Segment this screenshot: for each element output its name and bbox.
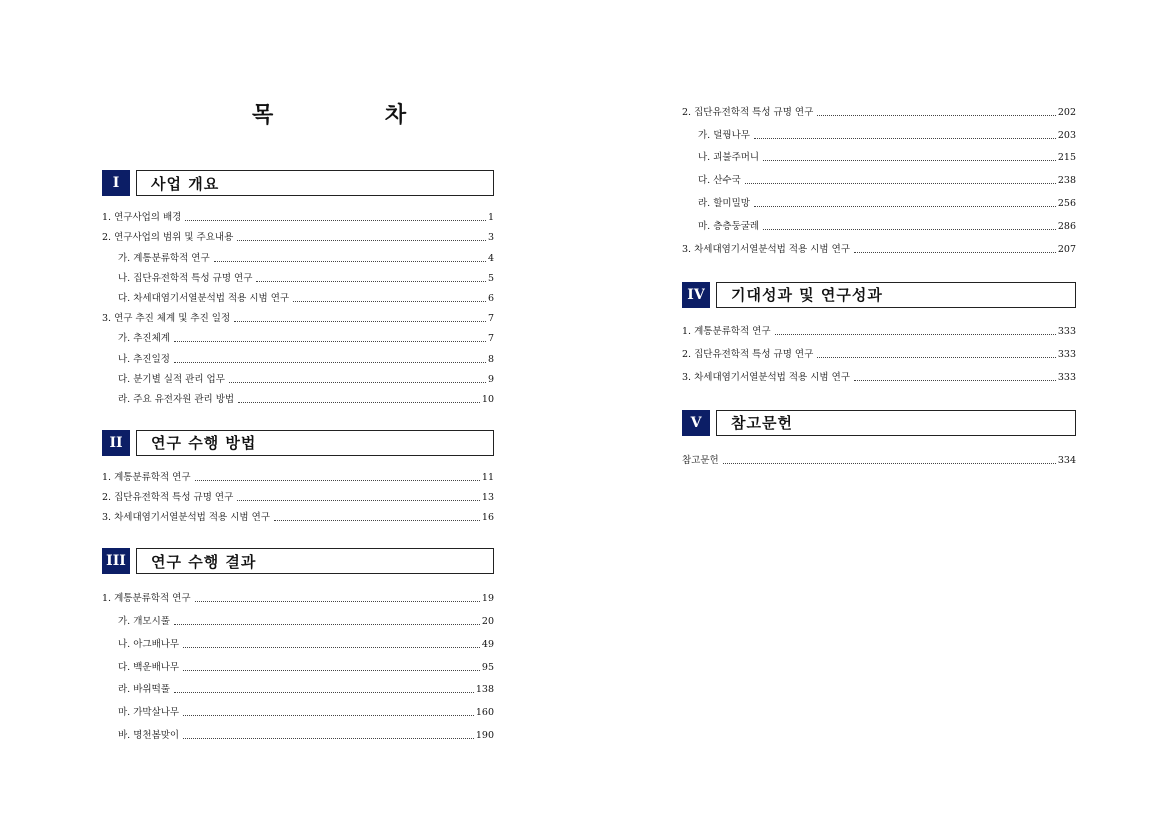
chapter-5-entries xyxy=(682,444,1076,467)
toc-entry-page: 190 xyxy=(475,730,494,742)
toc-entry-label: 나. 추진일정 xyxy=(118,353,170,365)
chapter-number: V xyxy=(682,410,710,436)
toc-entry[interactable] xyxy=(102,628,494,651)
toc-entry-label: 마. 층층둥굴레 xyxy=(698,220,760,232)
toc-entry-page: 238 xyxy=(1057,175,1076,187)
dot-leader xyxy=(237,500,480,501)
dot-leader xyxy=(174,624,480,625)
dot-leader xyxy=(183,738,474,739)
chapter-5-header[interactable] xyxy=(682,410,1076,436)
toc-entry-page: 333 xyxy=(1057,349,1076,361)
chapter-4-entries xyxy=(682,316,1076,384)
dot-leader xyxy=(723,463,1056,464)
toc-title: 목 차 xyxy=(252,102,459,128)
toc-entry[interactable] xyxy=(102,719,494,742)
toc-entry-label: 참고문헌 xyxy=(682,454,719,466)
toc-entry[interactable] xyxy=(102,696,494,719)
toc-entry[interactable] xyxy=(682,316,1076,339)
toc-entry[interactable] xyxy=(102,224,494,244)
toc-entry-page: 4 xyxy=(487,252,494,264)
toc-entry[interactable] xyxy=(682,187,1076,210)
toc-entry-label: 1. 계통분류학적 연구 xyxy=(102,593,191,605)
toc-entry-page: 13 xyxy=(481,492,494,504)
toc-entry[interactable] xyxy=(102,651,494,674)
dot-leader xyxy=(237,240,486,241)
toc-entry-page: 7 xyxy=(487,313,494,325)
toc-entry[interactable] xyxy=(102,366,494,386)
toc-entry-label: 바. 명천봄맞이 xyxy=(118,730,180,742)
toc-entry-page: 256 xyxy=(1057,197,1076,209)
toc-entry[interactable] xyxy=(102,265,494,285)
toc-entry[interactable] xyxy=(682,338,1076,361)
toc-entry[interactable] xyxy=(102,285,494,305)
dot-leader xyxy=(745,183,1056,184)
dot-leader xyxy=(854,252,1056,253)
chapter-title: 참고문헌 xyxy=(716,410,1076,436)
chapter-number: I xyxy=(102,170,130,196)
toc-entry-page: 203 xyxy=(1057,129,1076,141)
toc-entry[interactable] xyxy=(102,325,494,345)
toc-entry-label: 다. 백운배나무 xyxy=(118,661,180,673)
chapter-number: II xyxy=(102,430,130,456)
toc-entry-label: 2. 집단유전학적 특성 규명 연구 xyxy=(102,492,234,504)
chapter-number: IV xyxy=(682,282,710,308)
toc-entry-label: 2. 집단유전학적 특성 규명 연구 xyxy=(682,349,814,361)
toc-entry-label: 1. 계통분류학적 연구 xyxy=(102,472,191,484)
toc-entry-label: 1. 연구사업의 배경 xyxy=(102,212,182,224)
dot-leader xyxy=(754,206,1056,207)
dot-leader xyxy=(763,160,1056,161)
dot-leader xyxy=(234,321,486,322)
toc-entry-page: 1 xyxy=(487,212,494,224)
dot-leader xyxy=(174,362,486,363)
toc-entry-label: 라. 바위떡풀 xyxy=(118,684,170,696)
toc-entry[interactable] xyxy=(682,142,1076,165)
chapter-title: 연구 수행 방법 xyxy=(136,430,494,456)
toc-entry-page: 95 xyxy=(481,661,494,673)
dot-leader xyxy=(256,281,486,282)
dot-leader xyxy=(854,380,1056,381)
toc-entry[interactable] xyxy=(102,504,494,524)
toc-entry[interactable] xyxy=(102,464,494,484)
dot-leader xyxy=(775,334,1056,335)
toc-entry[interactable] xyxy=(682,233,1076,256)
toc-entry-page: 7 xyxy=(487,333,494,345)
toc-entry-page: 8 xyxy=(487,353,494,365)
toc-entry-label: 마. 가막살나무 xyxy=(118,707,180,719)
toc-entry-label: 3. 차세대염기서열분석법 적용 시범 연구 xyxy=(682,243,850,255)
chapter-number: III xyxy=(102,548,130,574)
toc-entry-label: 1. 계통분류학적 연구 xyxy=(682,326,771,338)
toc-entry-label: 나. 아그배나무 xyxy=(118,638,180,650)
chapter-3-continued-entries xyxy=(682,96,1076,256)
toc-entry[interactable] xyxy=(682,444,1076,467)
chapter-1-header[interactable] xyxy=(102,170,494,196)
dot-leader xyxy=(195,480,480,481)
toc-entry[interactable] xyxy=(102,305,494,325)
toc-entry-label: 라. 주요 유전자원 관리 방법 xyxy=(118,393,235,405)
toc-entry[interactable] xyxy=(682,361,1076,384)
dot-leader xyxy=(754,138,1056,139)
toc-entry[interactable] xyxy=(102,484,494,504)
dot-leader xyxy=(763,229,1056,230)
dot-leader xyxy=(238,402,480,403)
toc-entry-page: 202 xyxy=(1057,106,1076,118)
chapter-1-entries xyxy=(102,204,494,406)
chapter-2-entries xyxy=(102,464,494,525)
toc-entry-label: 다. 산수국 xyxy=(698,175,741,187)
toc-entry-page: 286 xyxy=(1057,220,1076,232)
dot-leader xyxy=(293,301,486,302)
toc-entry-page: 207 xyxy=(1057,243,1076,255)
toc-entry-page: 333 xyxy=(1057,326,1076,338)
toc-entry-label: 다. 차세대염기서열분석법 적용 시범 연구 xyxy=(118,292,290,304)
toc-entry-label: 나. 괴불주머니 xyxy=(698,152,760,164)
dot-leader xyxy=(274,520,480,521)
toc-entry-page: 138 xyxy=(475,684,494,696)
toc-entry-page: 3 xyxy=(487,232,494,244)
toc-entry[interactable] xyxy=(682,210,1076,233)
toc-entry-label: 라. 할미밀망 xyxy=(698,197,750,209)
dot-leader xyxy=(174,341,486,342)
toc-entry-label: 3. 차세대염기서열분석법 적용 시범 연구 xyxy=(682,371,850,383)
toc-entry-label: 나. 집단유전학적 특성 규명 연구 xyxy=(118,272,253,284)
dot-leader xyxy=(817,115,1056,116)
toc-entry-page: 11 xyxy=(481,472,494,484)
toc-entry-label: 다. 분기별 실적 관리 업무 xyxy=(118,373,225,385)
dot-leader xyxy=(174,692,474,693)
toc-entry-page: 333 xyxy=(1057,371,1076,383)
toc-entry-page: 16 xyxy=(481,512,494,524)
toc-entry[interactable] xyxy=(102,345,494,365)
toc-entry[interactable] xyxy=(102,204,494,224)
toc-entry[interactable] xyxy=(682,119,1076,142)
toc-entry-page: 20 xyxy=(481,616,494,628)
toc-entry-label: 2. 연구사업의 범위 및 주요내용 xyxy=(102,232,234,244)
toc-entry-page: 5 xyxy=(487,272,494,284)
dot-leader xyxy=(183,715,474,716)
toc-entry-label: 3. 연구 추진 체계 및 추진 일정 xyxy=(102,313,231,325)
toc-entry-page: 334 xyxy=(1057,454,1076,466)
toc-entry-page: 6 xyxy=(487,292,494,304)
toc-entry-page: 19 xyxy=(481,593,494,605)
toc-entry-page: 215 xyxy=(1057,152,1076,164)
chapter-4-header[interactable] xyxy=(682,282,1076,308)
chapter-3-header[interactable] xyxy=(102,548,494,574)
toc-entry[interactable] xyxy=(102,582,494,605)
toc-entry[interactable] xyxy=(682,96,1076,119)
toc-entry-label: 2. 집단유전학적 특성 규명 연구 xyxy=(682,106,814,118)
toc-entry[interactable] xyxy=(682,164,1076,187)
chapter-3-entries xyxy=(102,582,494,742)
dot-leader xyxy=(185,220,486,221)
toc-entry-page: 160 xyxy=(475,707,494,719)
toc-left-column xyxy=(102,170,494,742)
dot-leader xyxy=(229,382,486,383)
chapter-title: 기대성과 및 연구성과 xyxy=(716,282,1076,308)
chapter-title: 연구 수행 결과 xyxy=(136,548,494,574)
dot-leader xyxy=(183,670,480,671)
toc-entry[interactable] xyxy=(102,244,494,264)
toc-entry-page: 10 xyxy=(481,393,494,405)
toc-entry-page: 9 xyxy=(487,373,494,385)
toc-entry[interactable] xyxy=(102,386,494,406)
chapter-title: 사업 개요 xyxy=(136,170,494,196)
toc-entry-label: 가. 계통분류학적 연구 xyxy=(118,252,210,264)
toc-entry-label: 가. 추진체계 xyxy=(118,333,170,345)
toc-entry-label: 3. 차세대염기서열분석법 적용 시범 연구 xyxy=(102,512,270,524)
dot-leader xyxy=(195,601,480,602)
dot-leader xyxy=(817,357,1056,358)
toc-entry-page: 49 xyxy=(481,638,494,650)
chapter-2-header[interactable] xyxy=(102,430,494,456)
toc-entry[interactable] xyxy=(102,674,494,697)
toc-entry-label: 가. 개모시풀 xyxy=(118,616,170,628)
toc-entry-label: 가. 덜꿩나무 xyxy=(698,129,750,141)
toc-right-column xyxy=(682,96,1076,467)
dot-leader xyxy=(214,261,486,262)
toc-entry[interactable] xyxy=(102,605,494,628)
dot-leader xyxy=(183,647,480,648)
